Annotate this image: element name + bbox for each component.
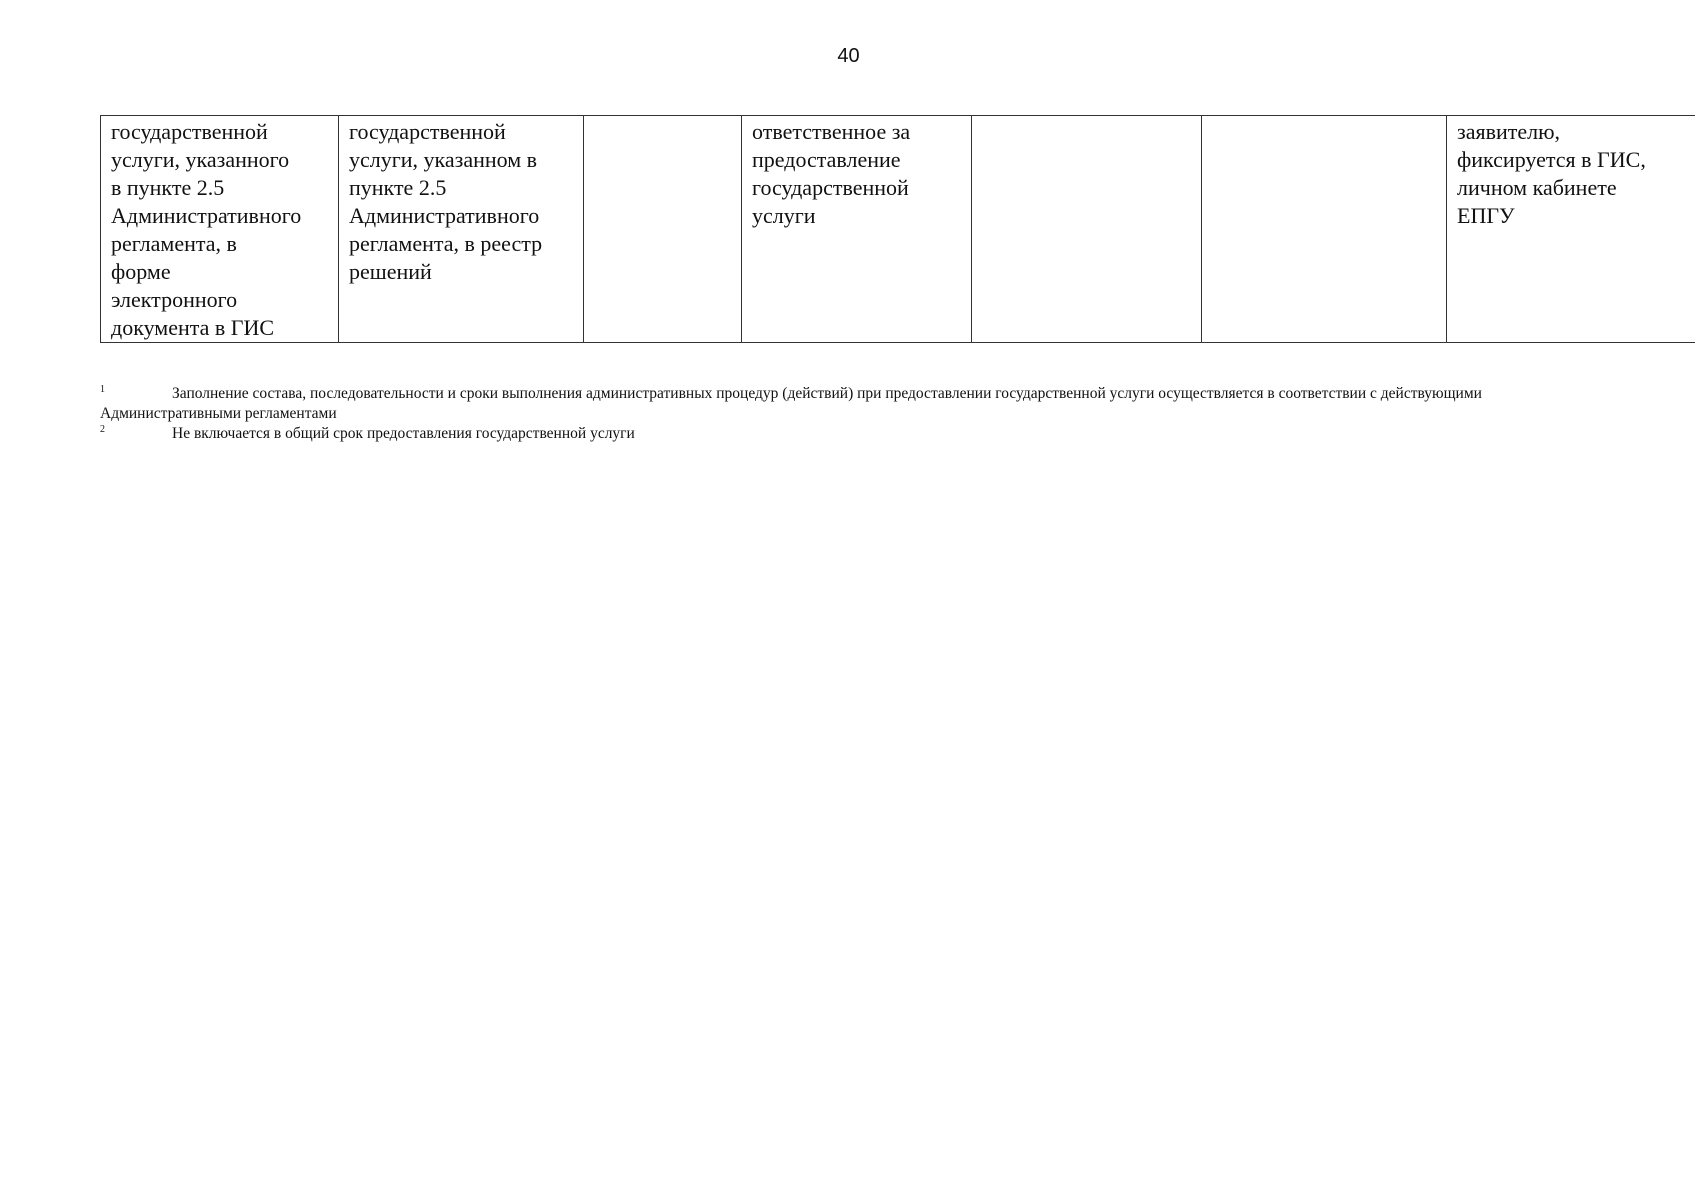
table-cell: заявителю, фиксируется в ГИС, личном кабинете ЕПГУ xyxy=(1447,116,1695,343)
footnote-2 xyxy=(100,424,1600,444)
table-cell: ответственное за предоставление государственной услуги xyxy=(742,116,972,343)
footnote-text: Заполнение состава, последовательности и сроки выполнения административных процедур (действий) при предоставлении государственной услуги осуществляется в соответствии с действующими Административными регламентами xyxy=(100,385,1482,422)
footnote-1 xyxy=(100,384,1600,424)
footnote-text: Не включается в общий срок предоставления государственной услуги xyxy=(172,425,635,442)
table-cell: государственной услуги, указанного в пункте 2.5 Административного регламента, в форме электронного документа в ГИС xyxy=(101,116,339,343)
table-cell xyxy=(584,116,742,343)
footnote-mark: 1 xyxy=(100,384,105,395)
table-cell xyxy=(1202,116,1447,343)
page-number: 40 xyxy=(837,45,860,67)
procedure-table xyxy=(100,115,1695,343)
table-row xyxy=(101,116,1695,343)
table-cell xyxy=(972,116,1202,343)
table-cell: государственной услуги, указанном в пункте 2.5 Административного регламента, в реестр решений xyxy=(339,116,584,343)
footnotes xyxy=(100,384,1600,444)
footnote-mark: 2 xyxy=(100,424,105,435)
